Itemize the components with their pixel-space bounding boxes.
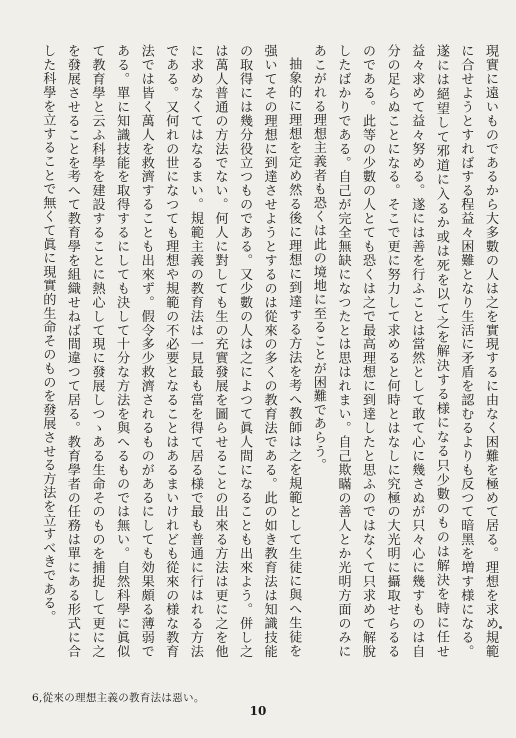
body-text xyxy=(35,44,502,658)
section-footnote: 6,從來の理想主義の教育法は惡い。 xyxy=(32,692,205,704)
paragraph-2: 抽象的に理想を定め然る後に理想に到達する方法を考へ教師は之を規範として生徒に與へ生徒を强いてその理想に到達させようとするのは從來の多くの教育法である。此の如き教育法は知識技能の取得には幾分役立つものである。又少數の人は之によつて眞人間になることも出來よう。併し之は萬人普通の方法でない。何人に對しても生の充實發展を圖らせることの出來る方法は更に之を他に求めなくてはなるまい。規範主義の教育法は一見最も當を得て居る様で最も普通に行はれる方法である。又何れの世になつても理想や規範の不必要となることはあるまいけれども從來の様な教育法では皆く萬人を救濟することも出來ず。假令多少救濟されるものがあるにしても効果頗る薄弱である。單に知識技能を取得するにしても決して十分な方法を與へるものでは無い。自然科學に眞似て教育學と云ふ科學を建設することに熱心して現に發展しつゝある生命そのものを捕捉して更に之を發展させることを考へて教育學を組織せねば間違つて居る。教育學者の任務は單にある形式に合した科學を立することで無くて眞に現實的生命そのものを發展させる方法を立すべきである。 xyxy=(40,44,302,658)
page-number: 10 xyxy=(249,704,267,718)
margin-mark xyxy=(499,626,502,629)
paragraph-1: 現實に遠いものであるから大多數の人は之を實現するに由なく困難を極めて居る。理想を求め規範に合せようとすればする程益々困難となり生活に矛盾を認むるよりも反つて暗黑を増す様になる。遂には絕望して邪道に入るか或は死を以て之を解決する様になる只少數のものは解決を時に任せ益々求めて益々努める。遂には善を行ふことは當然として敢て心に幾さぬが只々心に幾すものは自分の足らぬことになる。そこで更に努力して求めると何時とはなしに究極の大光明に攝取せらるるのである。此等の少數の人とても恐くは之で最高理想に到達したと思ふのではなくて只求めて解脫したばかりである。自己が完全無缺になつたとは思はれまい。自己欺瞞の善人とか光明方面のみにあこがれる理想主義者も恐くは此の境地に至ることが困難であらう。 xyxy=(310,44,498,658)
